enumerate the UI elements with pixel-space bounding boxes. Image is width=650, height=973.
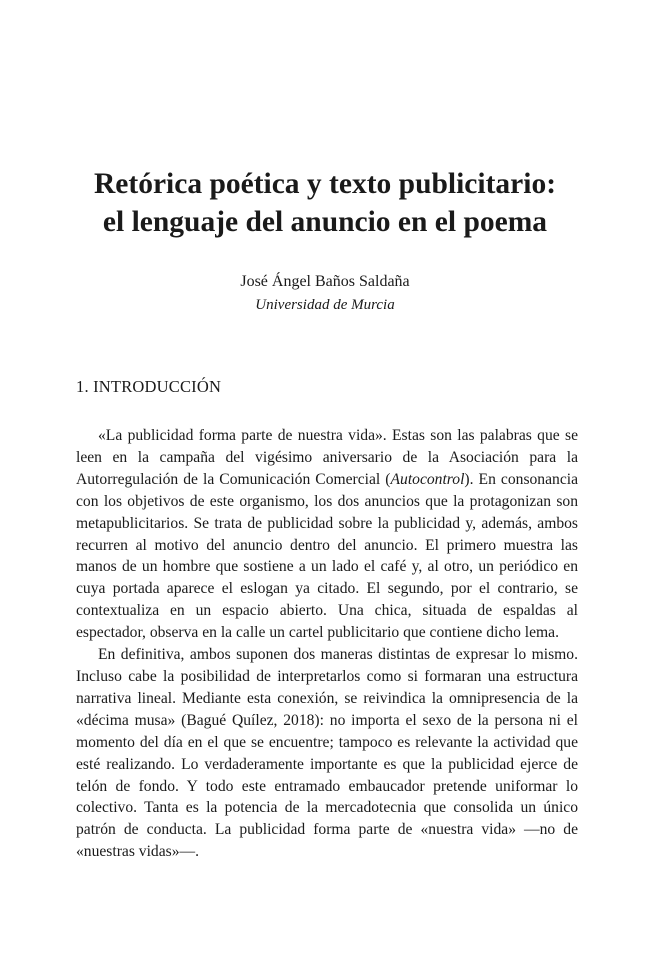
section-heading: 1. INTRODUCCIÓN <box>76 377 222 396</box>
title-line-1: Retórica poética y texto publicitario: <box>93 168 557 200</box>
paragraph-1-text-a: «La publicidad forma parte de nuestra vida». Estas son las palabras que se leen en la campaña del vigésimo aniversario de la Asociación para la Autorregulación de la Comunicación Comercial ( <box>76 427 578 488</box>
paragraph-1-text-b: ). En consonancia con los objetivos de este organismo, los dos anuncios que la protagonizan son metapublicitarios. Se trata de publicidad sobre la publicidad y, además, ambos recurren al motivo del anuncio dentro del anuncio. El primero muestra las manos de un hombre que sostiene a un lado el café y, al otro, un periódico en cuya portada aparece el eslogan ya citado. El segundo, por el contrario, se contextualiza en un espacio abierto. Una chica, situada de espaldas al espectador, observa en la calle un cartel publicitario que contiene dicho lema. <box>76 470 579 642</box>
article-title <box>0 165 650 241</box>
author-name: José Ángel Baños Saldaña <box>240 273 410 290</box>
paragraph-1-italic: Autocontrol <box>390 470 465 488</box>
title-line-2: el lenguaje del anuncio en el poema <box>102 206 548 238</box>
paragraph-1 <box>76 425 578 644</box>
body-text <box>76 425 578 863</box>
author-affiliation: Universidad de Murcia <box>255 297 395 313</box>
paragraph-2: En definitiva, ambos suponen dos maneras distintas de expresar lo mismo. Incluso cabe la posibilidad de interpretarlos como si formaran una estructura narrativa lineal. Mediante esta conexión, se reivindica la omnipresencia de la «décima musa» (Bagué Quílez, 2018): no importa el sexo de la persona ni el momento del día en el que se encuentre; tampoco es relevante la actividad que esté realizando. Lo verdaderamente importante es que la publicidad ejerce de telón de fondo. Y todo este entramado embaucador pretende uniformar lo colectivo. Tanta es la potencia de la mercadotecnia que consolida un único patrón de conducta. La publicidad forma parte de «nuestra vida» —no de «nuestras vidas»—. <box>76 646 578 861</box>
